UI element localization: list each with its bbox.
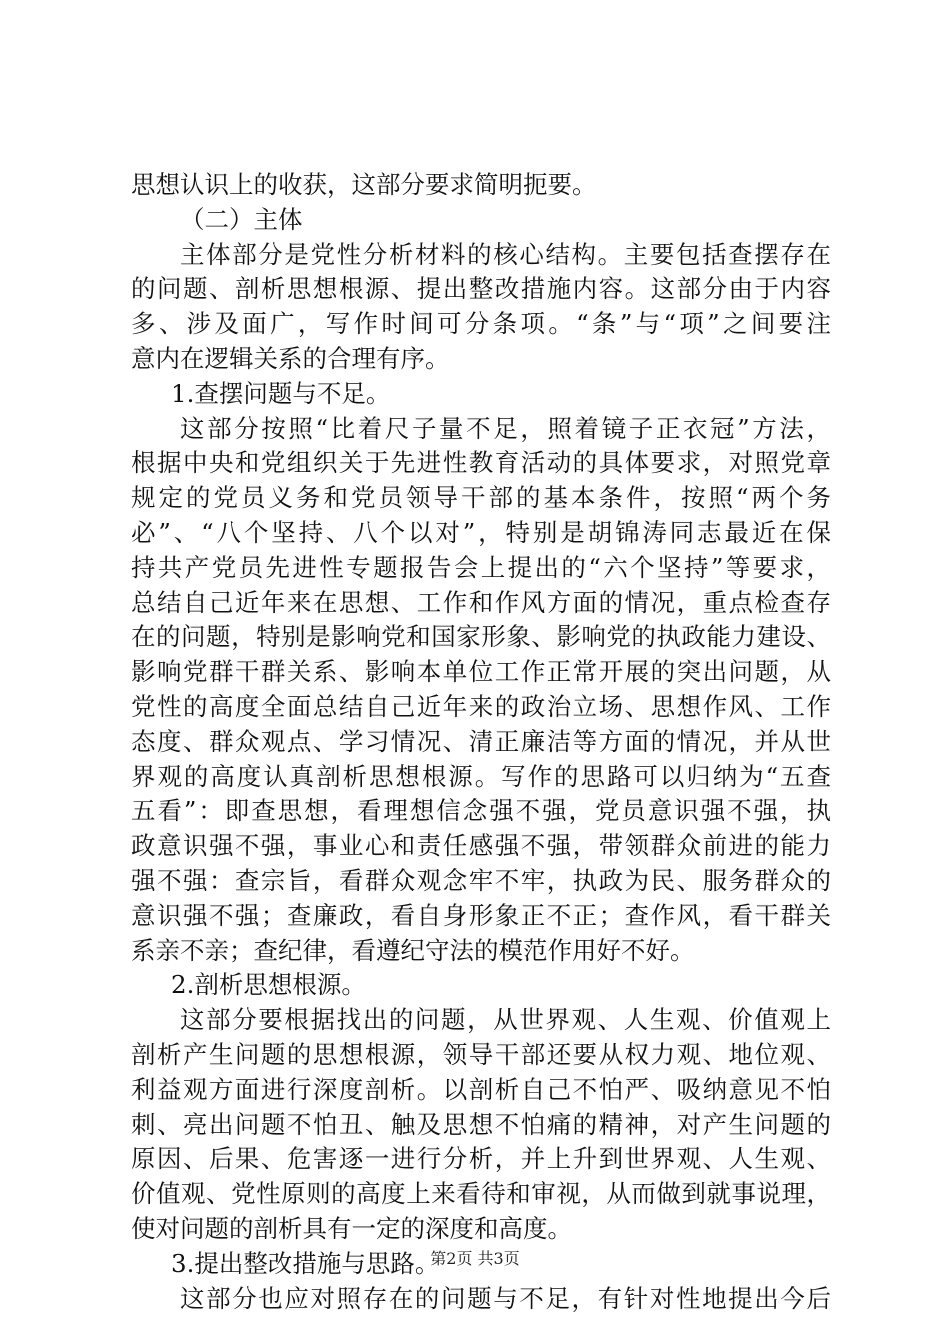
text-line: 的问题、剖析思想根源、提出整改措施内容。这部分由于内容 — [131, 274, 831, 304]
text-line: 主体部分是党性分析材料的核心结构。主要包括查摆存在 — [180, 239, 831, 269]
text-line: 意内在逻辑关系的合理有序。 — [131, 343, 450, 373]
text-line: 五看”：即查思想，看理想信念强不强，党员意识强不强，执 — [131, 796, 831, 826]
text-line: （二）主体 — [180, 204, 303, 234]
text-line: 必”、“八个坚持、八个以对”，特别是胡锦涛同志最近在保 — [131, 517, 831, 547]
text-line: 影响党群干群关系、影响本单位工作正常开展的突出问题，从 — [131, 657, 831, 687]
text-line: 多、涉及面广，写作时间可分条项。“条”与“项”之间要注 — [131, 309, 831, 339]
text-line: 在的问题，特别是影响党和国家形象、影响党的执政能力建设、 — [131, 622, 831, 652]
page-footer: 第2页 共3页 — [430, 1249, 520, 1268]
text-line: 原因、后果、危害逐一进行分析，并上升到世界观、人生观、 — [131, 1144, 831, 1174]
text-line: 总结自己近年来在思想、工作和作风方面的情况，重点检查存 — [131, 587, 831, 617]
text-line: 价值观、党性原则的高度上来看待和审视，从而做到就事说理， — [131, 1179, 831, 1209]
text-line: 意识强不强；查廉政，看自身形象正不正；查作风，看干群关 — [131, 900, 831, 930]
text-line: 政意识强不强，事业心和责任感强不强，带领群众前进的能力 — [131, 831, 831, 861]
text-line: 界观的高度认真剖析思想根源。写作的思路可以归纳为“五查 — [131, 761, 831, 791]
text-line: 党性的高度全面总结自己近年来的政治立场、思想作风、工作 — [131, 691, 831, 721]
text-line: 持共产党员先进性专题报告会上提出的“六个坚持”等要求， — [131, 552, 831, 582]
text-line: 思想认识上的收获，这部分要求简明扼要。 — [131, 170, 597, 199]
text-line: 使对问题的剖析具有一定的深度和高度。 — [131, 1213, 572, 1243]
text-line: 根据中央和党组织关于先进性教育活动的具体要求，对照党章 — [131, 448, 831, 478]
text-line: 强不强：查宗旨，看群众观念牢不牢，执政为民、服务群众的 — [131, 865, 831, 895]
text-line: 这部分要根据找出的问题，从世界观、人生观、价值观上 — [180, 1005, 831, 1035]
document-body — [131, 168, 831, 1316]
text-line: 刺、亮出问题不怕丑、触及思想不怕痛的精神，对产生问题的 — [131, 1109, 831, 1139]
text-line: 系亲不亲；查纪律，看遵纪守法的模范作用好不好。 — [131, 935, 695, 965]
text-line: 利益观方面进行深度剖析。以剖析自己不怕严、吸纳意见不怕 — [131, 1074, 831, 1104]
text-line: 规定的党员义务和党员领导干部的基本条件，按照“两个务 — [131, 483, 831, 513]
text-line: 态度、群众观点、学习情况、清正廉洁等方面的情况，并从世 — [131, 726, 831, 756]
text-line: 这部分也应对照存在的问题与不足，有针对性地提出今后 — [180, 1283, 831, 1313]
text-line: 2.剖析思想根源。 — [171, 970, 366, 1000]
text-line: 1.查摆问题与不足。 — [171, 378, 391, 408]
text-line: 3.提出整改措施与思路。 — [171, 1248, 440, 1278]
text-line: 剖析产生问题的思想根源，领导干部还要从权力观、地位观、 — [131, 1039, 831, 1069]
text-line: 这部分按照“比着尺子量不足，照着镜子正衣冠”方法， — [180, 413, 831, 443]
